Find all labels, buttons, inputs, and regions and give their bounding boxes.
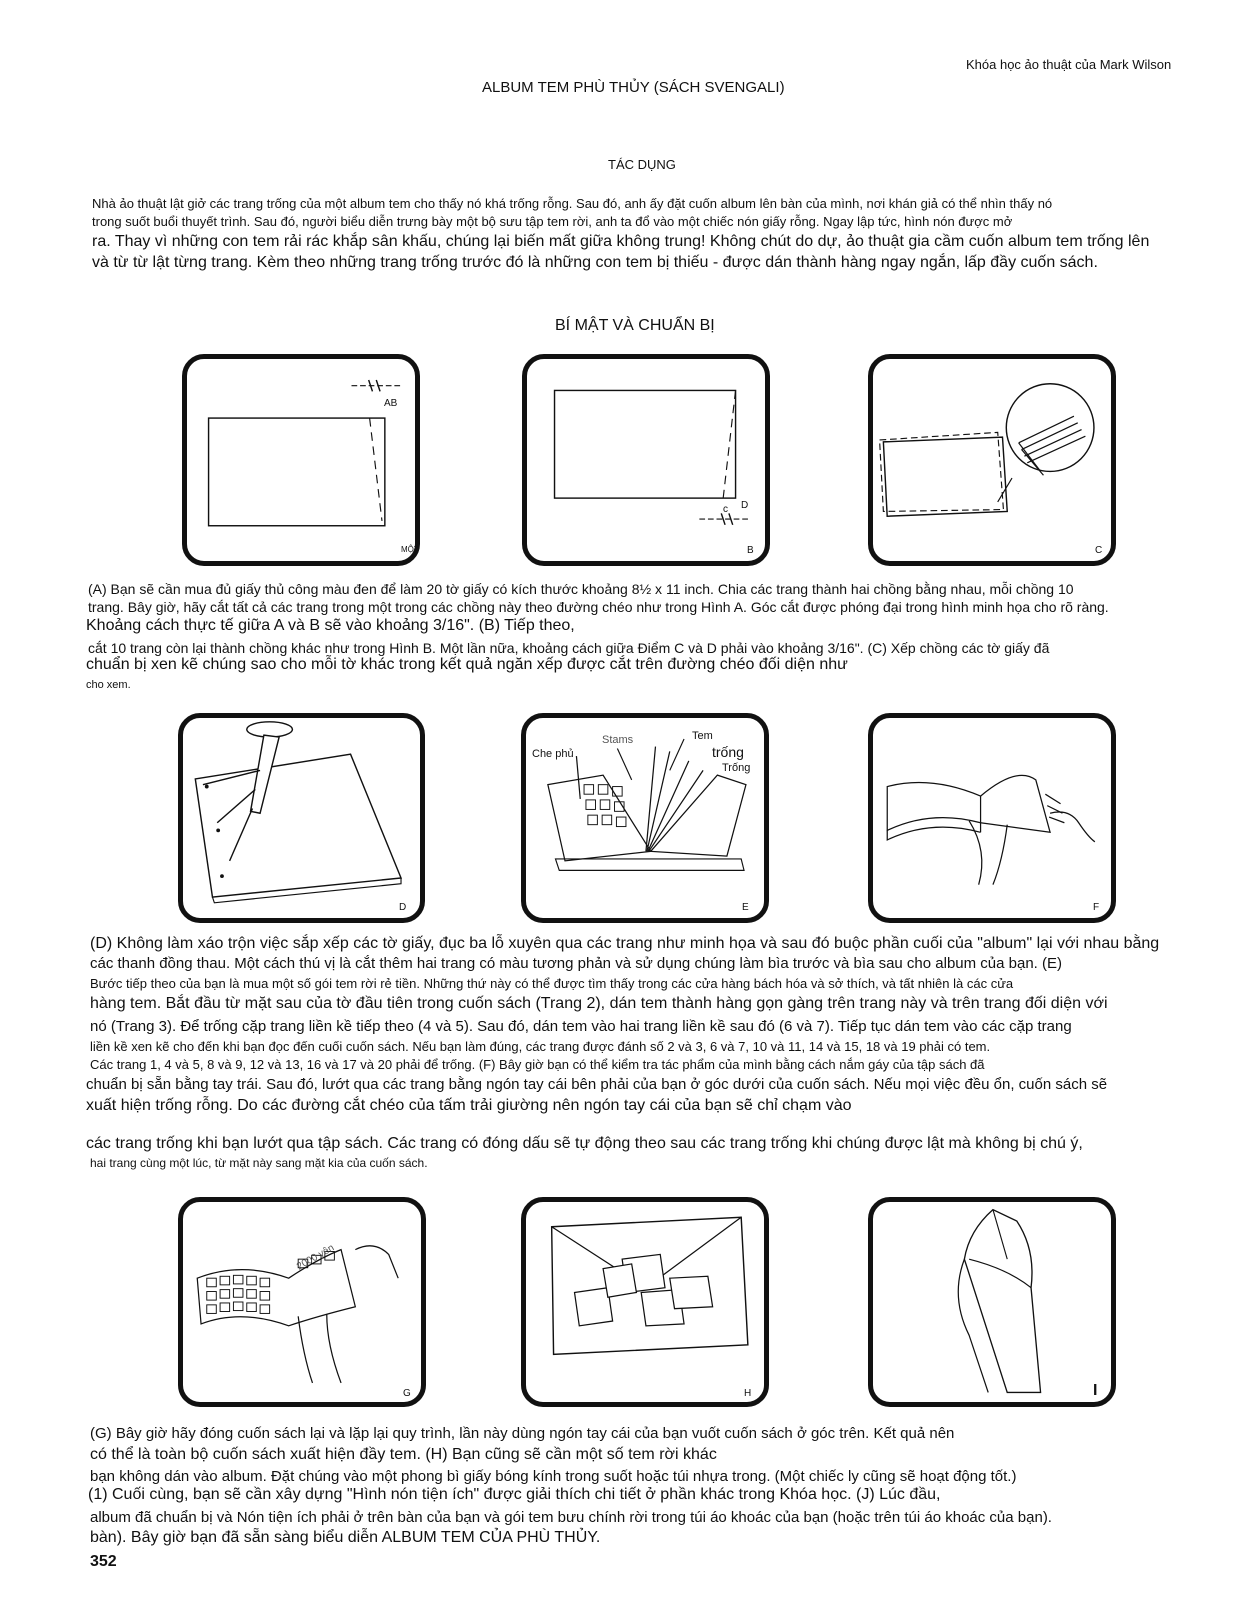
effect-line-1: Nhà ảo thuật lật giở các trang trống của một album tem cho thấy nó khá trống rỗng. Sau đó, anh ấy đặt cuốn album lên bàn của mình, nơi khán giả có thể nhìn thấy nó: [92, 196, 1053, 211]
figure-letter-i: I: [1093, 1382, 1098, 1399]
figure-letter-c: C: [1095, 545, 1103, 556]
figure-i: [868, 1197, 1116, 1407]
figure-h: [521, 1197, 769, 1407]
label-2000-yen: 2000 yên: [295, 1242, 337, 1273]
label-trong-2: Trống: [722, 762, 751, 774]
para2-line-10: các trang trống khi bạn lướt qua tập sách. Các trang có đóng dấu sẽ tự động theo sau các trang trống khi chúng được lật mà không bị chú ý,: [86, 1135, 1083, 1152]
mark-ab: AB: [384, 398, 398, 409]
figure-letter-g: G: [403, 1388, 411, 1399]
label-cover: Che phủ: [532, 748, 574, 760]
figure-b: [522, 354, 770, 566]
para2-line-8: chuẩn bị sẵn bằng tay trái. Sau đó, lướt qua các trang bằng ngón tay cái bên phải của bạn ở góc dưới của cuốn sách. Nếu mọi việc đều ổn, cuốn sách sẽ: [86, 1076, 1108, 1093]
course-header: Khóa học ảo thuật của Mark Wilson: [966, 57, 1172, 72]
para3-line-4: (1) Cuối cùng, bạn sẽ cần xây dựng "Hình nón tiện ích" được giải thích chi tiết ở phần khác trong Khóa học. (J) Lúc đầu,: [88, 1486, 941, 1503]
effect-heading: TÁC DỤNG: [608, 157, 676, 172]
para3-line-5: album đã chuẩn bị và Nón tiện ích phải ở trên bàn của bạn và gói tem bưu chính rời trong túi áo khoác của bạn (hoặc trên túi áo khoác của bạn).: [90, 1509, 1052, 1526]
para2-line-1: (D) Không làm xáo trộn việc sắp xếp các tờ giấy, đục ba lỗ xuyên qua các trang như minh họa và sau đó buộc phần cuối của "album" lại với nhau bằng: [90, 935, 1160, 952]
para1-line-1: (A) Bạn sẽ cần mua đủ giấy thủ công màu đen để làm 20 tờ giấy có kích thước khoảng 8½ x 11 inch. Chia các trang thành hai chồng bằng nhau, mỗi chồng 10: [88, 581, 1074, 597]
figure-e: [521, 713, 769, 923]
para3-line-3: bạn không dán vào album. Đặt chúng vào một phong bì giấy bóng kính trong suốt hoặc túi nhựa trong. (Một chiếc ly cũng sẽ hoạt động tốt.): [90, 1468, 1017, 1485]
label-stamps: Stams: [602, 734, 634, 746]
figure-letter-h: H: [744, 1388, 752, 1399]
label-tem: Tem: [692, 730, 713, 742]
mark-c: c: [723, 504, 728, 515]
figure-g: [178, 1197, 426, 1407]
figure-letter-f: F: [1093, 902, 1100, 913]
figure-f: [868, 713, 1116, 923]
para2-line-7: Các trang 1, 4 và 5, 8 và 9, 12 và 13, 16 và 17 và 20 phải để trống. (F) Bây giờ bạn có thể kiểm tra tác phẩm của mình bằng cách nắm gáy của tập sách đã: [90, 1057, 985, 1072]
figure-letter-b: B: [747, 545, 754, 556]
para3-line-6: bàn). Bây giờ bạn đã sẵn sàng biểu diễn ALBUM TEM CỦA PHÙ THỦY.: [90, 1529, 601, 1546]
para1-line-3: Khoảng cách thực tế giữa A và B sẽ vào khoảng 3/16". (B) Tiếp theo,: [86, 617, 575, 634]
figure-d: [178, 713, 425, 923]
secret-heading: BÍ MẬT VÀ CHUẨN BỊ: [555, 317, 715, 334]
para3-line-1: (G) Bây giờ hãy đóng cuốn sách lại và lặp lại quy trình, lần này dùng ngón tay cái của bạn vuốt cuốn sách ở góc trên. Kết quả nên: [90, 1425, 955, 1442]
para1-line-4: cắt 10 trang còn lại thành chồng khác như trong Hình B. Một lần nữa, khoảng cách giữa Điểm C và D phải vào khoảng 3/16". (C) Xếp chồng các tờ giấy đã: [88, 640, 1050, 656]
para2-line-3: Bước tiếp theo của bạn là mua một số gói tem rời rẻ tiền. Những thứ này có thể được tìm thấy trong các cửa hàng bách hóa và sở thích, và tất nhiên là các cửa: [90, 976, 1014, 991]
figure-letter-e: E: [742, 902, 749, 913]
effect-line-3: ra. Thay vì những con tem rải rác khắp sân khấu, chúng lại biến mất giữa không trung! Không chút do dự, ảo thuật gia cầm cuốn album tem trống lên: [92, 233, 1150, 250]
effect-line-4: và từ từ lật từng trang. Kèm theo những trang trống trước đó là những con tem bị thiếu - được dán thành hàng ngay ngắn, lấp đầy cuốn sách.: [92, 254, 1098, 271]
para1-line-2: trang. Bây giờ, hãy cắt tất cả các trang trong một trong các chồng này theo đường chéo như trong Hình A. Góc cắt được phóng đại trong hình minh họa cho rõ ràng.: [88, 599, 1109, 615]
label-trong-1: trống: [712, 744, 744, 760]
para2-line-9: xuất hiện trống rỗng. Do các đường cắt chéo của tấm trải giường nên ngón tay cái của bạn sẽ chỉ chạm vào: [86, 1097, 852, 1114]
para1-line-6: cho xem.: [86, 679, 131, 691]
figure-letter-d: D: [399, 902, 407, 913]
para2-line-4: hàng tem. Bắt đầu từ mặt sau của tờ đầu tiên trong cuốn sách (Trang 2), dán tem thành hàng gọn gàng trên trang này và trên trang đối diện với: [90, 995, 1108, 1012]
mark-d: D: [741, 500, 749, 511]
page-title: ALBUM TEM PHÙ THỦY (SÁCH SVENGALI): [482, 79, 785, 96]
figure-a: [182, 354, 420, 566]
page-number: 352: [90, 1553, 117, 1570]
mark-mot: MỘT: [401, 545, 419, 554]
para3-line-2: có thể là toàn bộ cuốn sách xuất hiện đầy tem. (H) Bạn cũng sẽ cần một số tem rời khác: [90, 1446, 717, 1463]
para2-line-11: hai trang cùng một lúc, từ mặt này sang mặt kia của cuốn sách.: [90, 1156, 428, 1170]
effect-line-2: trong suốt buổi thuyết trình. Sau đó, người biểu diễn trưng bày một bộ sưu tập tem rời, anh ta đổ vào một chiếc nón giấy rỗng. Ngay lập tức, hình nón được mở: [92, 214, 1013, 229]
para2-line-5: nó (Trang 3). Để trống cặp trang liền kề tiếp theo (4 và 5). Sau đó, dán tem vào hai trang liền kề sau đó (6 và 7). Tiếp tục dán tem vào các cặp trang: [90, 1018, 1072, 1035]
figure-c: [868, 354, 1116, 566]
para1-line-5: chuẩn bị xen kẽ chúng sao cho mỗi tờ khác trong kết quả ngăn xếp được cắt trên đường chéo đối diện như: [86, 656, 848, 673]
para2-line-6: liền kề xen kẽ cho đến khi bạn đọc đến cuối cuốn sách. Nếu bạn làm đúng, các trang được đánh số 2 và 3, 6 và 7, 10 và 11, 14 và 15, 18 và 19 phải có tem.: [90, 1039, 991, 1054]
para2-line-2: các thanh đồng thau. Một cách thú vị là cắt thêm hai trang có màu tương phản và sử dụng chúng làm bìa trước và bìa sau cho album của bạn. (E): [90, 955, 1063, 972]
